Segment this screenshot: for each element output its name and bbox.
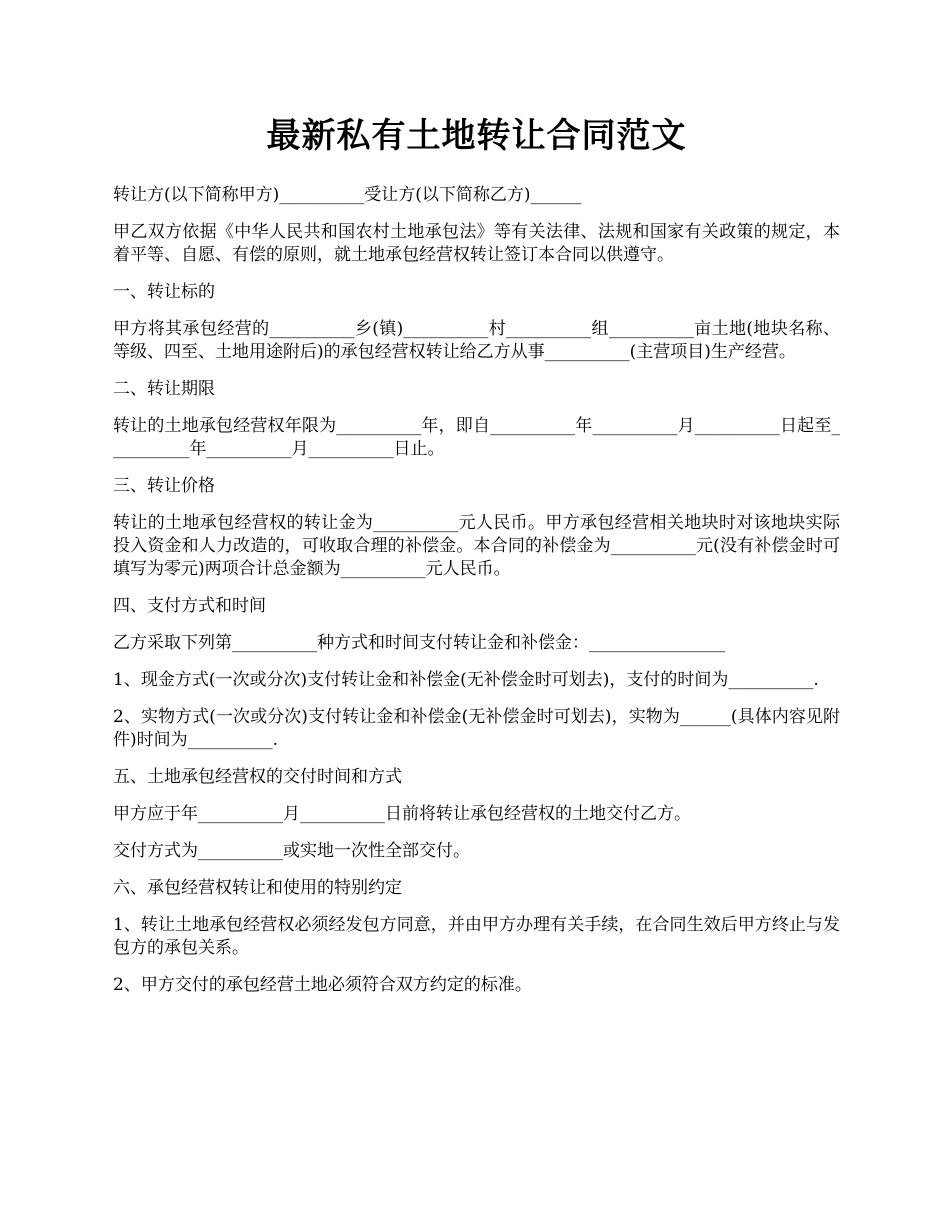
section-heading-5: 五、土地承包经营权的交付时间和方式 [113,767,402,787]
transfer-term-paragraph: 转让的土地承包经营权年限为__________年，即自__________年__________月__________日起至__________年__________月__________日止。 [113,416,840,459]
transfer-price-paragraph: 转让的土地承包经营权的转让金为__________元人民币。甲方承包经营相关地块时对该地块实际投入资金和人力改造的，可收取合理的补偿金。本合同的补偿金为__________元(没有补偿金时可填写为零元)两项合计总金额为__________元人民币。 [113,513,840,579]
document-title: 最新私有土地转让合同范文 [266,116,687,156]
payment-method-paragraph: 乙方采取下列第__________种方式和时间支付转让金和补偿金：________________ [113,633,725,653]
party-line: 转让方(以下简称甲方)__________受让方(以下简称乙方)______ [113,185,582,205]
section-heading-6: 六、承包经营权转让和使用的特别约定 [113,878,402,898]
preamble-paragraph: 甲乙双方依据《中华人民共和国农村土地承包法》等有关法律、法规和国家有关政策的规定，本着平等、自愿、有偿的原则，就土地承包经营权转让签订本合同以供遵守。 [113,222,840,265]
document-page [113,112,840,1011]
section-heading-2: 二、转让期限 [113,379,215,399]
cash-payment-clause: 1、现金方式(一次或分次)支付转让金和补偿金(无补偿金时可划去)，支付的时间为__________. [113,670,819,690]
section-heading-3: 三、转让价格 [113,476,215,496]
special-clause-2: 2、甲方交付的承包经营土地必须符合双方约定的标准。 [113,975,532,995]
in-kind-payment-clause: 2、实物方式(一次或分次)支付转让金和补偿金(无补偿金时可划去)，实物为______(具体内容见附件)时间为__________. [113,707,840,750]
special-clause-1: 1、转让土地承包经营权必须经发包方同意，并由甲方办理有关手续，在合同生效后甲方终止与发包方的承包关系。 [113,915,840,958]
delivery-time-paragraph: 甲方应于年__________月__________日前将转让承包经营权的土地交付乙方。 [113,804,691,824]
transfer-object-paragraph: 甲方将其承包经营的__________乡(镇)__________村__________组__________亩土地(地块名称、等级、四至、土地用途附后)的承包经营权转让给乙方从事__________(主营项目)生产经营。 [113,319,840,362]
delivery-method-paragraph: 交付方式为__________或实地一次性全部交付。 [113,841,470,861]
section-heading-1: 一、转让标的 [113,282,215,302]
section-heading-4: 四、支付方式和时间 [113,596,266,616]
